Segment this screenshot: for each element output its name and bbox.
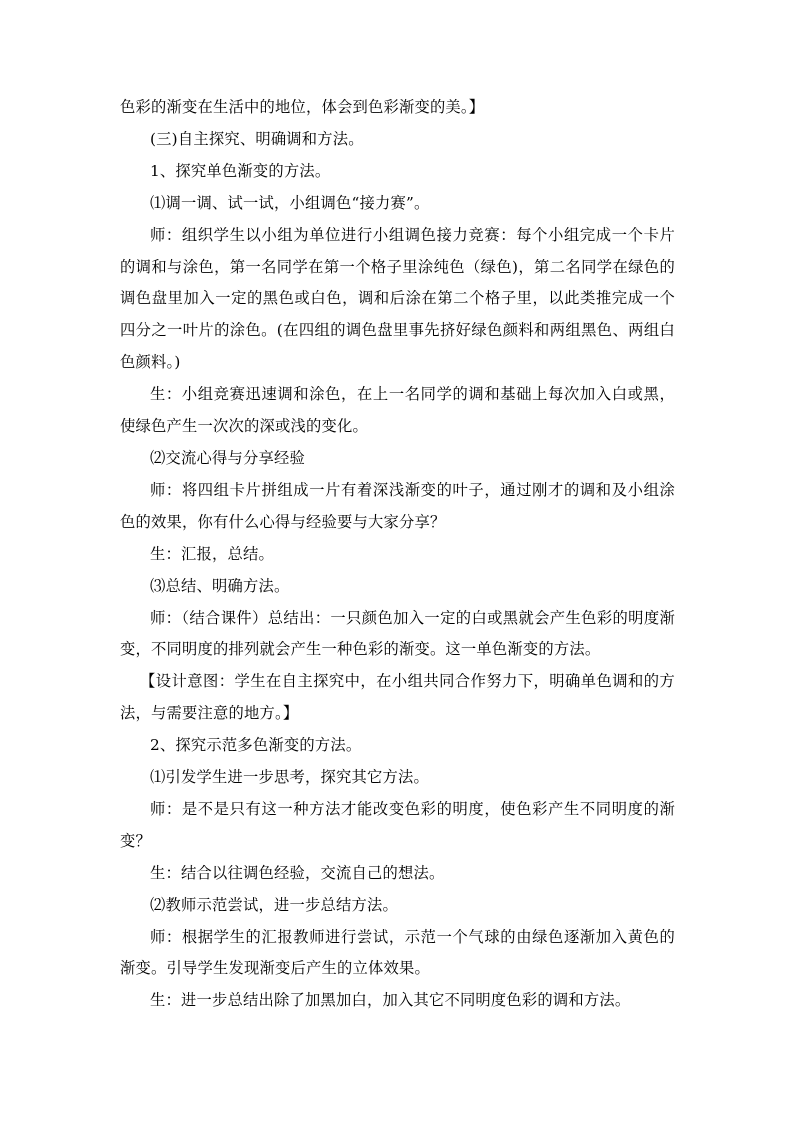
- student-paragraph: 生：进一步总结出除了加黑加白，加入其它不同明度色彩的调和方法。: [150, 991, 631, 1010]
- step-heading: ⑵交流心得与分享经验: [150, 448, 305, 467]
- step-heading: ⑴引发学生进一步思考，探究其它方法。: [150, 768, 429, 787]
- step-heading: ⑴调一调、试一试，小组调色“接力赛”。: [150, 193, 430, 212]
- teacher-paragraph: 师：组织学生以小组为单位进行小组调色接力竞赛：每个小组完成一个卡片的调和与涂色，第一名同学在第一个格子里涂纯色（绿色)，第二名同学在绿色的调色盘里加入一定的黑色或白色，调和后涂在第二个格子里，以此类推完成一个四分之一叶片的涂色。(在四组的调色盘里事先挤好绿色颜料和两组黑色、两组白色颜料。): [120, 225, 675, 372]
- step-heading: ⑵教师示范尝试，进一步总结方法。: [150, 895, 398, 914]
- document-body: [120, 92, 675, 1017]
- section-heading: (三)自主探究、明确调和方法。: [150, 129, 364, 148]
- subsection-heading: 2、探究示范多色渐变的方法。: [150, 736, 362, 755]
- design-intent-paragraph: 【设计意图：学生在自主探究中，在小组共同合作努力下，明确单色调和的方法，与需要注意的地方。】: [120, 672, 675, 723]
- step-heading: ⑶总结、明确方法。: [150, 576, 290, 595]
- student-paragraph: 生：汇报，总结。: [150, 544, 274, 563]
- teacher-paragraph: 师：（结合课件）总结出：一只颜色加入一定的白或黑就会产生色彩的明度渐变，不同明度的排列就会产生一种色彩的渐变。这一单色渐变的方法。: [120, 608, 675, 659]
- subsection-heading: 1、探究单色渐变的方法。: [150, 161, 331, 180]
- teacher-paragraph: 师：根据学生的汇报教师进行尝试，示范一个气球的由绿色逐渐加入黄色的渐变。引导学生发现渐变后产生的立体效果。: [120, 927, 675, 978]
- teacher-paragraph: 师：是不是只有这一种方法才能改变色彩的明度，使色彩产生不同明度的渐变？: [120, 799, 675, 850]
- student-paragraph: 生：结合以往调色经验，交流自己的想法。: [150, 863, 445, 882]
- paragraph-continuation: 色彩的渐变在生活中的地位，体会到色彩渐变的美。】: [120, 98, 485, 116]
- teacher-paragraph: 师：将四组卡片拼组成一片有着深浅渐变的叶子，通过刚才的调和及小组涂色的效果，你有什么心得与经验要与大家分享？: [120, 480, 675, 531]
- student-paragraph: 生：小组竞赛迅速调和涂色，在上一名同学的调和基础上每次加入白或黑，使绿色产生一次次的深或浅的变化。: [120, 385, 675, 436]
